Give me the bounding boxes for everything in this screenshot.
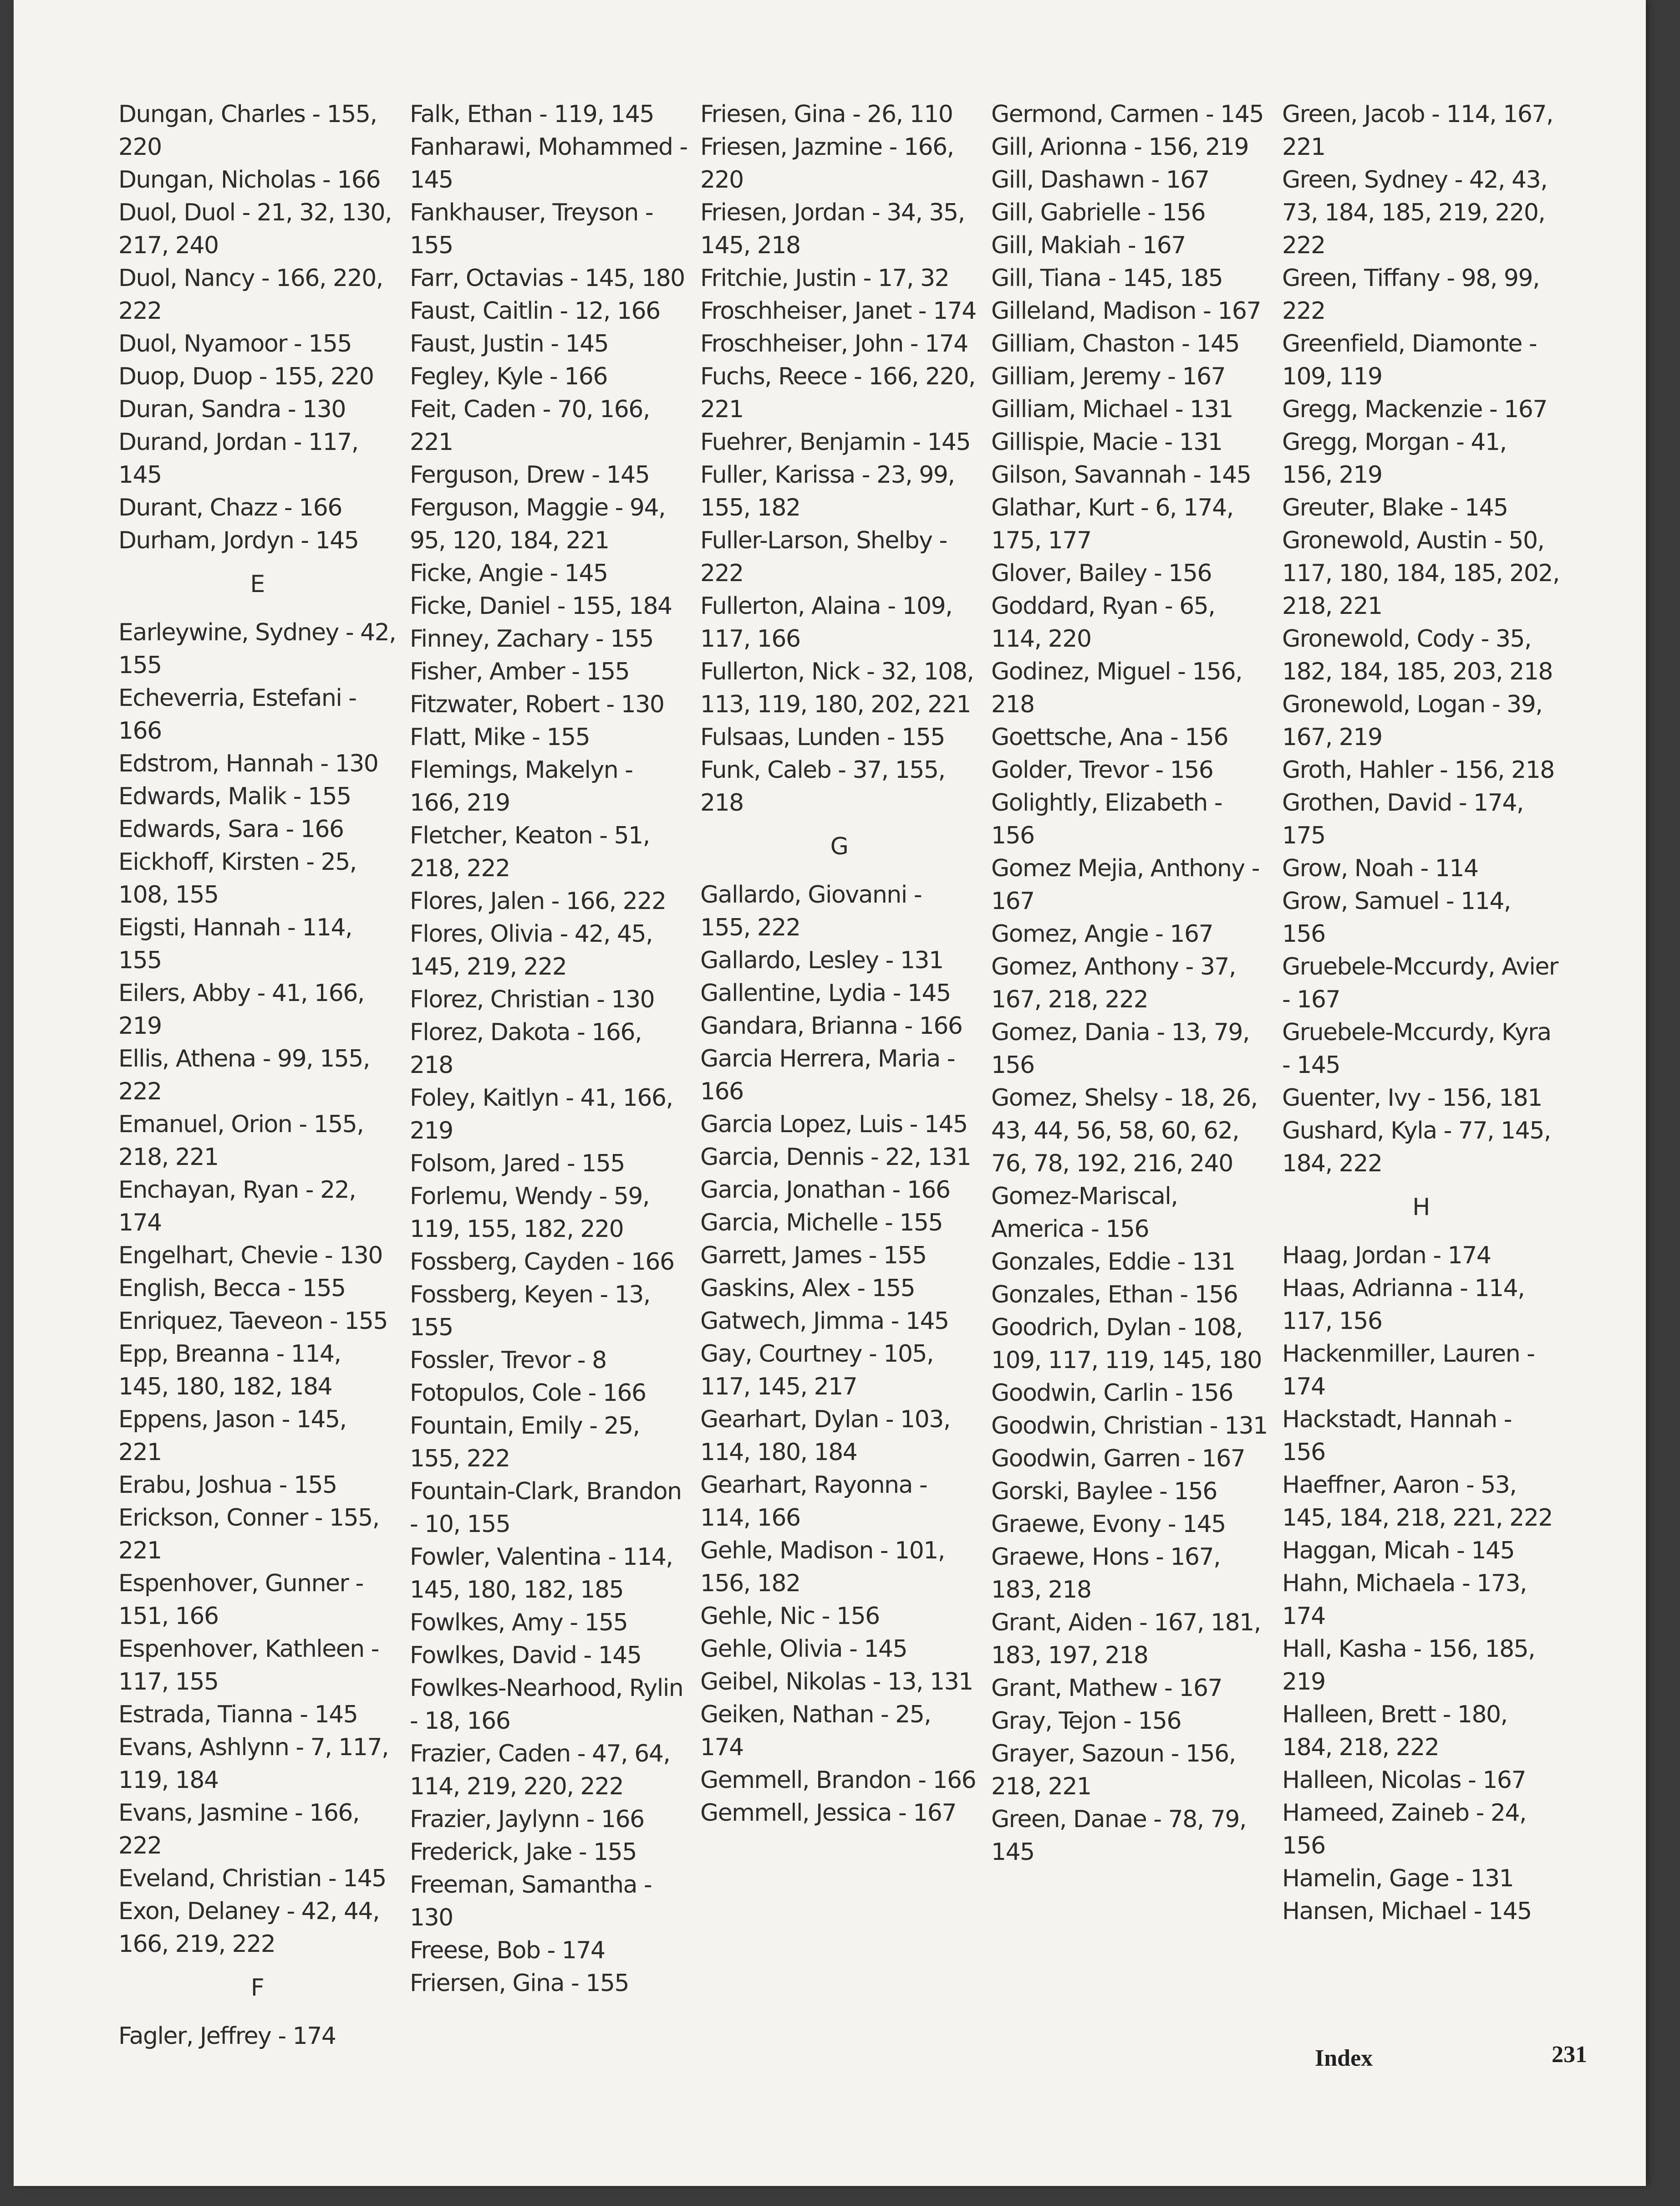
index-entry: Flatt, Mike - 155 xyxy=(410,724,590,751)
index-entry: Erickson, Conner - 155, 221 xyxy=(118,1504,379,1564)
index-entry: Friesen, Gina - 26, 110 xyxy=(700,101,953,128)
index-entry: Faust, Caitlin - 12, 166 xyxy=(410,297,660,325)
index-entry: Grow, Samuel - 114, 156 xyxy=(1282,888,1511,948)
index-entry: Hahn, Michaela - 173, 174 xyxy=(1282,1570,1527,1630)
index-entry: Haeffner, Aaron - 53, 145, 184, 218, 221, 222 xyxy=(1282,1471,1553,1532)
index-entry: Gillispie, Macie - 131 xyxy=(991,429,1222,456)
index-column-4 xyxy=(991,98,1269,1869)
index-entry: Edwards, Sara - 166 xyxy=(118,816,344,843)
index-entry: Glover, Bailey - 156 xyxy=(991,560,1212,587)
index-entry: Gomez, Anthony - 37, 167, 218, 222 xyxy=(991,953,1236,1013)
index-columns xyxy=(118,98,1575,2065)
index-entry: Gray, Tejon - 156 xyxy=(991,1707,1181,1735)
index-entry: Goodwin, Carlin - 156 xyxy=(991,1379,1233,1407)
index-entry: Fountain-Clark, Brandon - 10, 155 xyxy=(410,1478,682,1538)
index-entry: Gruebele-Mccurdy, Avier - 167 xyxy=(1282,953,1558,1013)
index-entry: Gehle, Nic - 156 xyxy=(700,1603,880,1630)
index-entry: Gronewold, Austin - 50, 117, 180, 184, 185, 202, 218, 221 xyxy=(1282,527,1560,620)
index-entry: Engelhart, Chevie - 130 xyxy=(118,1242,382,1269)
index-entry: Gomez, Dania - 13, 79, 156 xyxy=(991,1019,1250,1079)
index-entry: Ficke, Angie - 145 xyxy=(410,560,608,587)
index-entry: Gregg, Mackenzie - 167 xyxy=(1282,396,1547,423)
index-entry: Gushard, Kyla - 77, 145, 184, 222 xyxy=(1282,1117,1551,1177)
index-entry: Gilleland, Madison - 167 xyxy=(991,297,1261,325)
index-entry: Espenhover, Gunner - 151, 166 xyxy=(118,1570,363,1630)
index-entry: Hamelin, Gage - 131 xyxy=(1282,1865,1514,1892)
index-entry: Graewe, Hons - 167, 183, 218 xyxy=(991,1543,1221,1603)
index-entry: Gonzales, Eddie - 131 xyxy=(991,1248,1235,1276)
index-entry: Fuchs, Reece - 166, 220, 221 xyxy=(700,363,975,423)
index-entry: Fuller, Karissa - 23, 99, 155, 182 xyxy=(700,461,955,521)
index-entry: Friesen, Jazmine - 166, 220 xyxy=(700,133,954,194)
index-entry: Flemings, Makelyn - 166, 219 xyxy=(410,756,633,817)
index-entry: Goodwin, Christian - 131 xyxy=(991,1412,1268,1440)
index-entry: Goettsche, Ana - 156 xyxy=(991,724,1228,751)
index-entry: Goddard, Ryan - 65, 114, 220 xyxy=(991,592,1215,653)
index-entry: Finney, Zachary - 155 xyxy=(410,625,653,653)
index-entry: Gallardo, Giovanni - 155, 222 xyxy=(700,881,922,941)
page-number: 231 xyxy=(1552,2042,1587,2068)
index-entry: Haggan, Micah - 145 xyxy=(1282,1537,1515,1564)
index-entry: Friersen, Gina - 155 xyxy=(410,1970,629,1997)
index-entry: Fountain, Emily - 25, 155, 222 xyxy=(410,1412,640,1472)
index-entry: Geibel, Nikolas - 13, 131 xyxy=(700,1668,973,1695)
index-entry: Godinez, Miguel - 156, 218 xyxy=(991,658,1242,718)
index-entry: Espenhover, Kathleen - 117, 155 xyxy=(118,1635,379,1695)
index-entry: Ficke, Daniel - 155, 184 xyxy=(410,592,672,620)
index-entry: Ferguson, Maggie - 94, 95, 120, 184, 221 xyxy=(410,494,666,554)
index-entry: Fulsaas, Lunden - 155 xyxy=(700,724,945,751)
index-entry: Gemmell, Brandon - 166 xyxy=(700,1767,976,1794)
index-entry: Epp, Breanna - 114, 145, 180, 182, 184 xyxy=(118,1340,341,1400)
index-entry: Fossberg, Keyen - 13, 155 xyxy=(410,1281,650,1341)
index-entry: Fisher, Amber - 155 xyxy=(410,658,630,685)
index-entry: Groth, Hahler - 156, 218 xyxy=(1282,756,1554,784)
index-entry: Green, Tiffany - 98, 99, 222 xyxy=(1282,265,1540,325)
index-entry: Gallardo, Lesley - 131 xyxy=(700,947,943,974)
index-entry: Eppens, Jason - 145, 221 xyxy=(118,1406,346,1466)
index-entry: Fletcher, Keaton - 51, 218, 222 xyxy=(410,822,650,882)
section-letter-heading: E xyxy=(250,571,265,598)
index-entry: Garrett, James - 155 xyxy=(700,1242,927,1269)
index-entry: Gronewold, Logan - 39, 167, 219 xyxy=(1282,691,1543,751)
index-entry: Eigsti, Hannah - 114, 155 xyxy=(118,914,352,974)
index-entry: Froschheiser, Janet - 174 xyxy=(700,297,976,325)
index-entry: Gilliam, Jeremy - 167 xyxy=(991,363,1226,390)
index-entry: Gill, Makiah - 167 xyxy=(991,232,1186,259)
index-entry: Edstrom, Hannah - 130 xyxy=(118,750,378,777)
index-entry: Gonzales, Ethan - 156 xyxy=(991,1281,1238,1308)
index-entry: Gomez, Shelsy - 18, 26, 43, 44, 56, 58, 60, 62, 76, 78, 192, 216, 240 xyxy=(991,1084,1257,1177)
index-entry: Faust, Justin - 145 xyxy=(410,330,609,357)
index-column-1 xyxy=(118,98,396,2053)
index-entry: Fuehrer, Benjamin - 145 xyxy=(700,429,971,456)
index-entry: Gill, Gabrielle - 156 xyxy=(991,199,1206,226)
index-entry: Durham, Jordyn - 145 xyxy=(118,527,359,554)
index-column-2 xyxy=(410,98,687,2000)
index-entry: Gehle, Madison - 101, 156, 182 xyxy=(700,1537,945,1597)
index-entry: Garcia, Michelle - 155 xyxy=(700,1209,943,1236)
index-entry: English, Becca - 155 xyxy=(118,1275,346,1302)
index-entry: Gorski, Baylee - 156 xyxy=(991,1478,1217,1505)
index-entry: Ferguson, Drew - 145 xyxy=(410,461,650,489)
index-entry: Earleywine, Sydney - 42, 155 xyxy=(118,619,396,679)
section-letter-heading: F xyxy=(250,1974,264,2002)
index-entry: Dungan, Nicholas - 166 xyxy=(118,166,381,194)
index-entry: Enchayan, Ryan - 22, 174 xyxy=(118,1176,356,1236)
index-entry: Fitzwater, Robert - 130 xyxy=(410,691,664,718)
index-entry: Duop, Duop - 155, 220 xyxy=(118,363,374,390)
section-letter-heading: G xyxy=(830,833,848,860)
index-entry: Fullerton, Alaina - 109, 117, 166 xyxy=(700,592,952,653)
index-entry: Fossler, Trevor - 8 xyxy=(410,1347,606,1374)
index-entry: Eilers, Abby - 41, 166, 219 xyxy=(118,980,364,1040)
index-entry: Gemmell, Jessica - 167 xyxy=(700,1799,957,1827)
index-entry: Farr, Octavias - 145, 180 xyxy=(410,265,685,292)
index-entry: Echeverria, Estefani - 166 xyxy=(118,684,356,745)
index-entry: Hansen, Michael - 145 xyxy=(1282,1898,1532,1925)
index-entry: Evans, Jasmine - 166, 222 xyxy=(118,1799,360,1859)
index-entry: Gomez Mejia, Anthony - 167 xyxy=(991,855,1259,915)
index-entry: Falk, Ethan - 119, 145 xyxy=(410,101,654,128)
index-entry: Geiken, Nathan - 25, 174 xyxy=(700,1701,931,1761)
index-entry: Frazier, Jaylynn - 166 xyxy=(410,1806,644,1833)
index-entry: Gill, Tiana - 145, 185 xyxy=(991,265,1223,292)
index-entry: Golightly, Elizabeth - 156 xyxy=(991,789,1222,849)
index-entry: Gill, Dashawn - 167 xyxy=(991,166,1209,194)
index-entry: Hackenmiller, Lauren - 174 xyxy=(1282,1340,1535,1400)
index-entry: Edwards, Malik - 155 xyxy=(118,783,351,810)
index-entry: Emanuel, Orion - 155, 218, 221 xyxy=(118,1111,364,1171)
index-entry: Estrada, Tianna - 145 xyxy=(118,1701,358,1728)
index-entry: Gregg, Morgan - 41, 156, 219 xyxy=(1282,429,1507,489)
index-entry: Halleen, Nicolas - 167 xyxy=(1282,1767,1526,1794)
index-entry: Goodwin, Garren - 167 xyxy=(991,1445,1245,1472)
index-entry: Green, Jacob - 114, 167, 221 xyxy=(1282,101,1553,161)
index-entry: Fowlkes, Amy - 155 xyxy=(410,1609,628,1636)
index-entry: Goodrich, Dylan - 108, 109, 117, 119, 145, 180 xyxy=(991,1314,1262,1374)
index-entry: Hall, Kasha - 156, 185, 219 xyxy=(1282,1635,1535,1695)
index-entry: Fowlkes, David - 145 xyxy=(410,1642,641,1669)
index-entry: Gilliam, Michael - 131 xyxy=(991,396,1233,423)
index-entry: Fagler, Jeffrey - 174 xyxy=(118,2022,336,2050)
index-entry: Grant, Mathew - 167 xyxy=(991,1675,1222,1702)
index-entry: Enriquez, Taeveon - 155 xyxy=(118,1307,388,1335)
index-entry: Gomez-Mariscal, America - 156 xyxy=(991,1183,1178,1243)
index-entry: Duol, Duol - 21, 32, 130, 217, 240 xyxy=(118,199,392,259)
index-entry: Fuller-Larson, Shelby - 222 xyxy=(700,527,947,587)
index-entry: Fritchie, Justin - 17, 32 xyxy=(700,265,949,292)
index-entry: Garcia, Jonathan - 166 xyxy=(700,1176,950,1204)
index-entry: Folsom, Jared - 155 xyxy=(410,1150,625,1177)
index-entry: Frazier, Caden - 47, 64, 114, 219, 220, 222 xyxy=(410,1740,670,1800)
index-entry: Fegley, Kyle - 166 xyxy=(410,363,607,390)
index-entry: Eveland, Christian - 145 xyxy=(118,1865,386,1892)
index-entry: Gilliam, Chaston - 145 xyxy=(991,330,1240,357)
index-entry: Eickhoff, Kirsten - 25, 108, 155 xyxy=(118,848,356,909)
index-entry: Halleen, Brett - 180, 184, 218, 222 xyxy=(1282,1701,1507,1761)
index-entry: Gearhart, Rayonna - 114, 166 xyxy=(700,1471,927,1532)
index-entry: Fanharawi, Mohammed - 145 xyxy=(410,133,687,194)
index-entry: Haas, Adrianna - 114, 117, 156 xyxy=(1282,1275,1525,1335)
index-entry: Greenfield, Diamonte - 109, 119 xyxy=(1282,330,1537,390)
index-entry: Forlemu, Wendy - 59, 119, 155, 182, 220 xyxy=(410,1183,649,1243)
index-entry: Fotopulos, Cole - 166 xyxy=(410,1379,646,1407)
index-entry: Fankhauser, Treyson - 155 xyxy=(410,199,653,259)
index-entry: Glathar, Kurt - 6, 174, 175, 177 xyxy=(991,494,1233,554)
index-entry: Gallentine, Lydia - 145 xyxy=(700,980,951,1007)
index-entry: Garcia Lopez, Luis - 145 xyxy=(700,1111,967,1138)
index-entry: Grow, Noah - 114 xyxy=(1282,855,1478,882)
index-entry: Durant, Chazz - 166 xyxy=(118,494,342,521)
index-entry: Green, Danae - 78, 79, 145 xyxy=(991,1806,1246,1866)
index-entry: Ellis, Athena - 99, 155, 222 xyxy=(118,1045,370,1105)
index-entry: Dungan, Charles - 155, 220 xyxy=(118,101,377,161)
index-column-3 xyxy=(700,98,978,1829)
index-entry: Gehle, Olivia - 145 xyxy=(700,1635,907,1663)
index-entry: Gatwech, Jimma - 145 xyxy=(700,1307,949,1335)
index-entry: Fowlkes-Nearhood, Rylin - 18, 166 xyxy=(410,1675,683,1735)
footer-section-label: Index xyxy=(1315,2045,1373,2071)
index-entry: Friesen, Jordan - 34, 35, 145, 218 xyxy=(700,199,965,259)
index-column-5 xyxy=(1282,98,1560,1928)
index-entry: Gill, Arionna - 156, 219 xyxy=(991,133,1249,161)
index-entry: Duol, Nancy - 166, 220, 222 xyxy=(118,265,383,325)
yearbook-index-page xyxy=(14,0,1646,2186)
index-entry: Florez, Christian - 130 xyxy=(410,986,655,1013)
index-entry: Fossberg, Cayden - 166 xyxy=(410,1248,674,1276)
index-entry: Garcia Herrera, Maria - 166 xyxy=(700,1045,955,1105)
index-entry: Green, Sydney - 42, 43, 73, 184, 185, 219, 220, 222 xyxy=(1282,166,1548,259)
index-entry: Grayer, Sazoun - 156, 218, 221 xyxy=(991,1740,1236,1800)
index-entry: Freese, Bob - 174 xyxy=(410,1937,605,1964)
index-entry: Durand, Jordan - 117, 145 xyxy=(118,429,358,489)
index-entry: Golder, Trevor - 156 xyxy=(991,756,1213,784)
index-entry: Gomez, Angie - 167 xyxy=(991,920,1213,948)
section-letter-heading: H xyxy=(1412,1194,1430,1221)
index-entry: Florez, Dakota - 166, 218 xyxy=(410,1019,642,1079)
index-entry: Hameed, Zaineb - 24, 156 xyxy=(1282,1799,1527,1859)
index-entry: Flores, Olivia - 42, 45, 145, 219, 222 xyxy=(410,920,653,980)
index-entry: Graewe, Evony - 145 xyxy=(991,1511,1226,1538)
index-entry: Fowler, Valentina - 114, 145, 180, 182, 185 xyxy=(410,1543,673,1603)
index-entry: Funk, Caleb - 37, 155, 218 xyxy=(700,756,945,817)
index-entry: Garcia, Dennis - 22, 131 xyxy=(700,1144,971,1171)
index-entry: Guenter, Ivy - 156, 181 xyxy=(1282,1084,1542,1112)
index-entry: Duol, Nyamoor - 155 xyxy=(118,330,352,357)
index-entry: Flores, Jalen - 166, 222 xyxy=(410,888,666,915)
index-entry: Erabu, Joshua - 155 xyxy=(118,1471,337,1499)
index-entry: Gearhart, Dylan - 103, 114, 180, 184 xyxy=(700,1406,950,1466)
index-entry: Gilson, Savannah - 145 xyxy=(991,461,1251,489)
index-entry: Duran, Sandra - 130 xyxy=(118,396,346,423)
index-entry: Gaskins, Alex - 155 xyxy=(700,1275,915,1302)
index-entry: Foley, Kaitlyn - 41, 166, 219 xyxy=(410,1084,673,1144)
index-entry: Haag, Jordan - 174 xyxy=(1282,1242,1491,1269)
index-entry: Hackstadt, Hannah - 156 xyxy=(1282,1406,1512,1466)
index-entry: Frederick, Jake - 155 xyxy=(410,1838,636,1866)
index-entry: Gandara, Brianna - 166 xyxy=(700,1012,962,1040)
index-entry: Gay, Courtney - 105, 117, 145, 217 xyxy=(700,1340,934,1400)
index-entry: Freeman, Samantha - 130 xyxy=(410,1871,652,1931)
index-entry: Grant, Aiden - 167, 181, 183, 197, 218 xyxy=(991,1609,1261,1669)
index-entry: Fullerton, Nick - 32, 108, 113, 119, 180, 202, 221 xyxy=(700,658,974,718)
index-entry: Feit, Caden - 70, 166, 221 xyxy=(410,396,650,456)
index-entry: Froschheiser, John - 174 xyxy=(700,330,968,357)
index-entry: Germond, Carmen - 145 xyxy=(991,101,1264,128)
index-entry: Gronewold, Cody - 35, 182, 184, 185, 203, 218 xyxy=(1282,625,1553,685)
index-entry: Grothen, David - 174, 175 xyxy=(1282,789,1523,849)
index-entry: Exon, Delaney - 42, 44, 166, 219, 222 xyxy=(118,1898,380,1958)
index-entry: Gruebele-Mccurdy, Kyra - 145 xyxy=(1282,1019,1551,1079)
index-entry: Greuter, Blake - 145 xyxy=(1282,494,1508,521)
index-entry: Evans, Ashlynn - 7, 117, 119, 184 xyxy=(118,1734,389,1794)
